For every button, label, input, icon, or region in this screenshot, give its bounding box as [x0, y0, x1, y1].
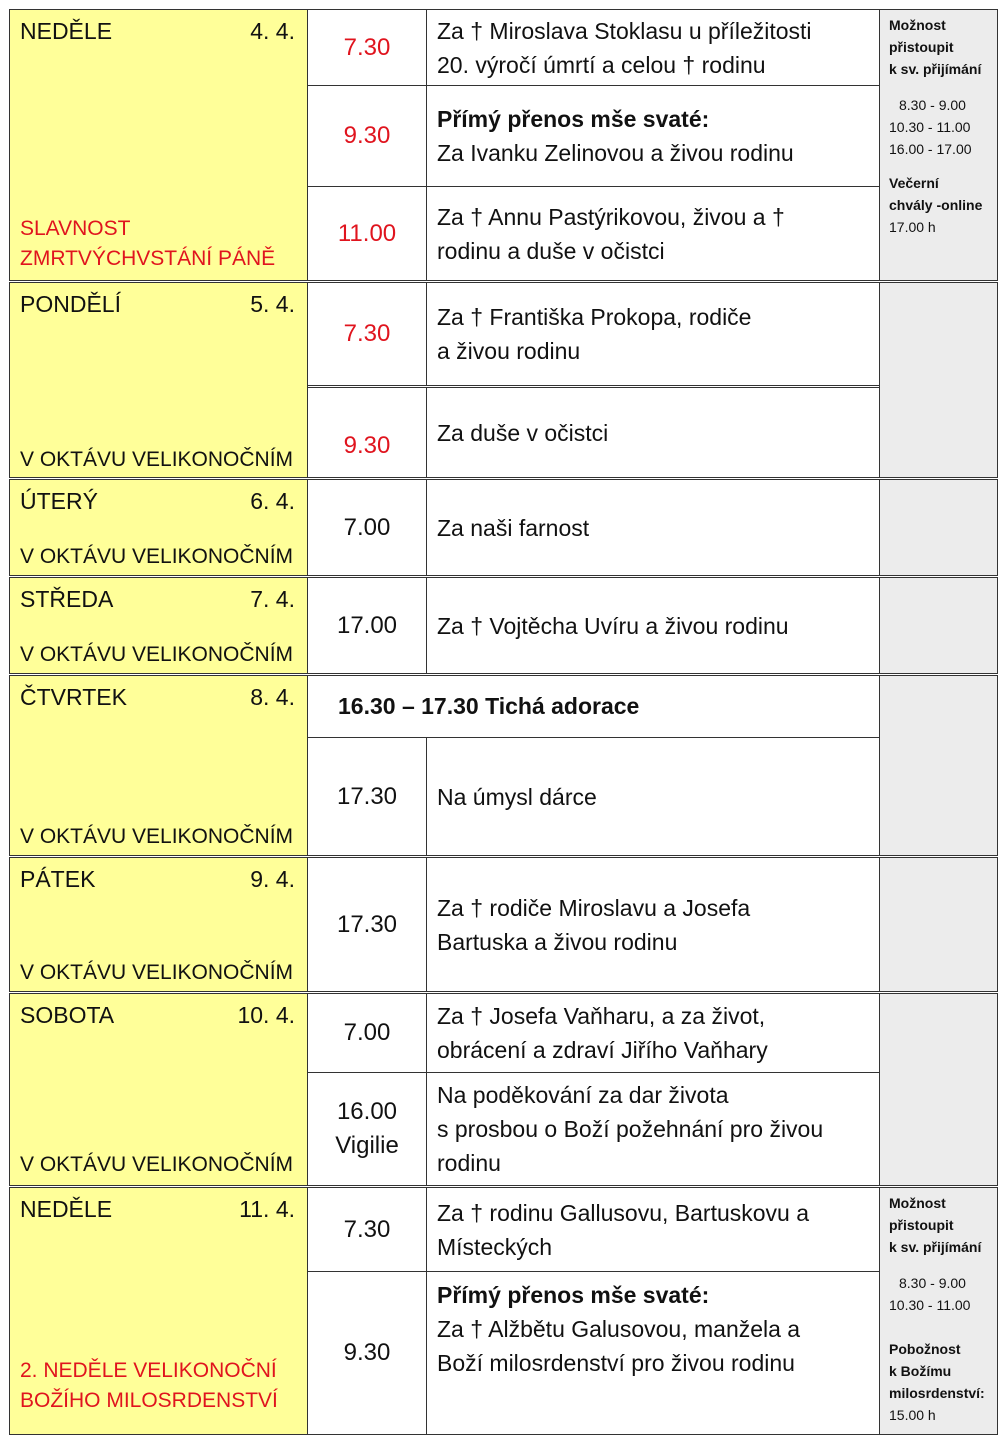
mass-time: 9.30 [307, 85, 427, 187]
day-date: 6. 4. [250, 488, 295, 514]
broadcast-heading: Přímý přenos mše svaté: [437, 1282, 710, 1308]
day-name: STŘEDA [20, 586, 114, 612]
day-name: SOBOTA [20, 1002, 115, 1028]
day-date: 8. 4. [250, 684, 295, 710]
mass-intention: Za † Františka Prokopa, rodiče a živou rodinu [426, 282, 880, 386]
mass-time: 17.30 [307, 857, 427, 992]
adoration-row: 16.30 – 17.30 Tichá adorace [307, 675, 880, 738]
mass-intention: Za naši farnost [426, 479, 880, 576]
side-note-empty [879, 857, 998, 992]
communion-note: Možnost přistoupit k sv. přijímání 8.30 - 9.00 10.30 - 11.00 Pobožnost k Božímu milosrdenství: 15.00 h [879, 1187, 998, 1435]
vigil-label: Vigilie [335, 1132, 399, 1159]
mass-intention: Za † Vojtěcha Uvíru a živou rodinu [426, 577, 880, 674]
mass-time: 11.00 [307, 186, 427, 281]
day-cell-monday [9, 282, 308, 478]
mass-intention: Přímý přenos mše svaté: Za † Alžbětu Galusovou, manžela a Boží milosrdenství pro živou rodinu [426, 1271, 880, 1435]
feast-name: V OKTÁVU VELIKONOČNÍM [20, 448, 294, 471]
day-name: NEDĚLE [20, 1196, 113, 1222]
side-note-empty [879, 479, 998, 576]
mass-time: 17.00 [307, 577, 427, 674]
day-date: 4. 4. [250, 18, 295, 44]
day-name: ÚTERÝ [20, 488, 98, 514]
side-note-empty [879, 577, 998, 674]
day-cell-saturday [9, 993, 308, 1186]
mass-time: 7.00 [307, 479, 427, 576]
feast-name: V OKTÁVU VELIKONOČNÍM [20, 545, 294, 568]
mass-intention: Na poděkování za dar života s prosbou o Boží požehnání pro živou rodinu [426, 1072, 880, 1186]
feast-name: SLAVNOST ZMRTVÝCHVSTÁNÍ PÁNĚ [20, 217, 276, 270]
day-name: PONDĚLÍ [20, 291, 121, 317]
mass-time: 7.30 [307, 9, 427, 86]
feast-name: 2. NEDĚLE VELIKONOČNÍ BOŽÍHO MILOSRDENSTVÍ [20, 1359, 278, 1412]
mass-intention: Za † Annu Pastýrikovou, živou a † rodinu a duše v očistci [426, 186, 880, 281]
mass-intention: Za † Josefa Vaňharu, a za život, obrácení a zdraví Jiřího Vaňhary [426, 993, 880, 1073]
day-date: 7. 4. [250, 586, 295, 612]
day-name: NEDĚLE [20, 18, 113, 44]
day-date: 10. 4. [237, 1002, 295, 1028]
side-note-empty [879, 282, 998, 478]
day-cell-sunday-1 [9, 9, 308, 281]
mass-time: 7.00 [307, 993, 427, 1073]
side-note-empty [879, 675, 998, 856]
feast-name: V OKTÁVU VELIKONOČNÍM [20, 961, 294, 984]
vespers-note: Večerní [889, 175, 939, 191]
day-cell-wednesday [9, 577, 308, 674]
mass-intention: Za † Miroslava Stoklasu u příležitosti 20. výročí úmrtí a celou † rodinu [426, 9, 880, 86]
devotion-note: Pobožnost [889, 1341, 961, 1357]
mass-intention: Přímý přenos mše svaté: Za Ivanku Zelinovou a živou rodinu [426, 85, 880, 187]
day-cell-sunday-2 [9, 1187, 308, 1435]
mass-time: 9.30 [307, 1271, 427, 1435]
mass-intention: Za † rodinu Gallusovu, Bartuskovu a Místeckých [426, 1187, 880, 1272]
mass-time: 17.30 [307, 737, 427, 856]
mass-intention: Za † rodiče Miroslavu a Josefa Bartuska a živou rodinu [426, 857, 880, 992]
communion-note: Možnost přistoupit k sv. přijímání 8.30 - 9.00 10.30 - 11.00 16.00 - 17.00 Večerní chvály -online 17.00 h [879, 9, 998, 281]
mass-time: 16.00 Vigilie [307, 1072, 427, 1186]
feast-name: V OKTÁVU VELIKONOČNÍM [20, 1153, 294, 1176]
day-name: PÁTEK [20, 866, 96, 892]
mass-intention: Na úmysl dárce [426, 737, 880, 856]
day-name: ČTVRTEK [20, 684, 127, 710]
day-cell-thursday [9, 675, 308, 856]
day-cell-tuesday [9, 479, 308, 576]
day-date: 9. 4. [250, 866, 295, 892]
feast-name: V OKTÁVU VELIKONOČNÍM [20, 643, 294, 666]
broadcast-heading: Přímý přenos mše svaté: [437, 106, 710, 132]
feast-name: V OKTÁVU VELIKONOČNÍM [20, 825, 294, 848]
day-cell-friday [9, 857, 308, 992]
mass-time: 9.30 [307, 387, 427, 478]
side-note-empty [879, 993, 998, 1186]
mass-time: 7.30 [307, 282, 427, 386]
day-date: 11. 4. [239, 1196, 295, 1222]
mass-time: 7.30 [307, 1187, 427, 1272]
mass-intention: Za duše v očistci [426, 387, 880, 478]
day-date: 5. 4. [250, 291, 295, 317]
